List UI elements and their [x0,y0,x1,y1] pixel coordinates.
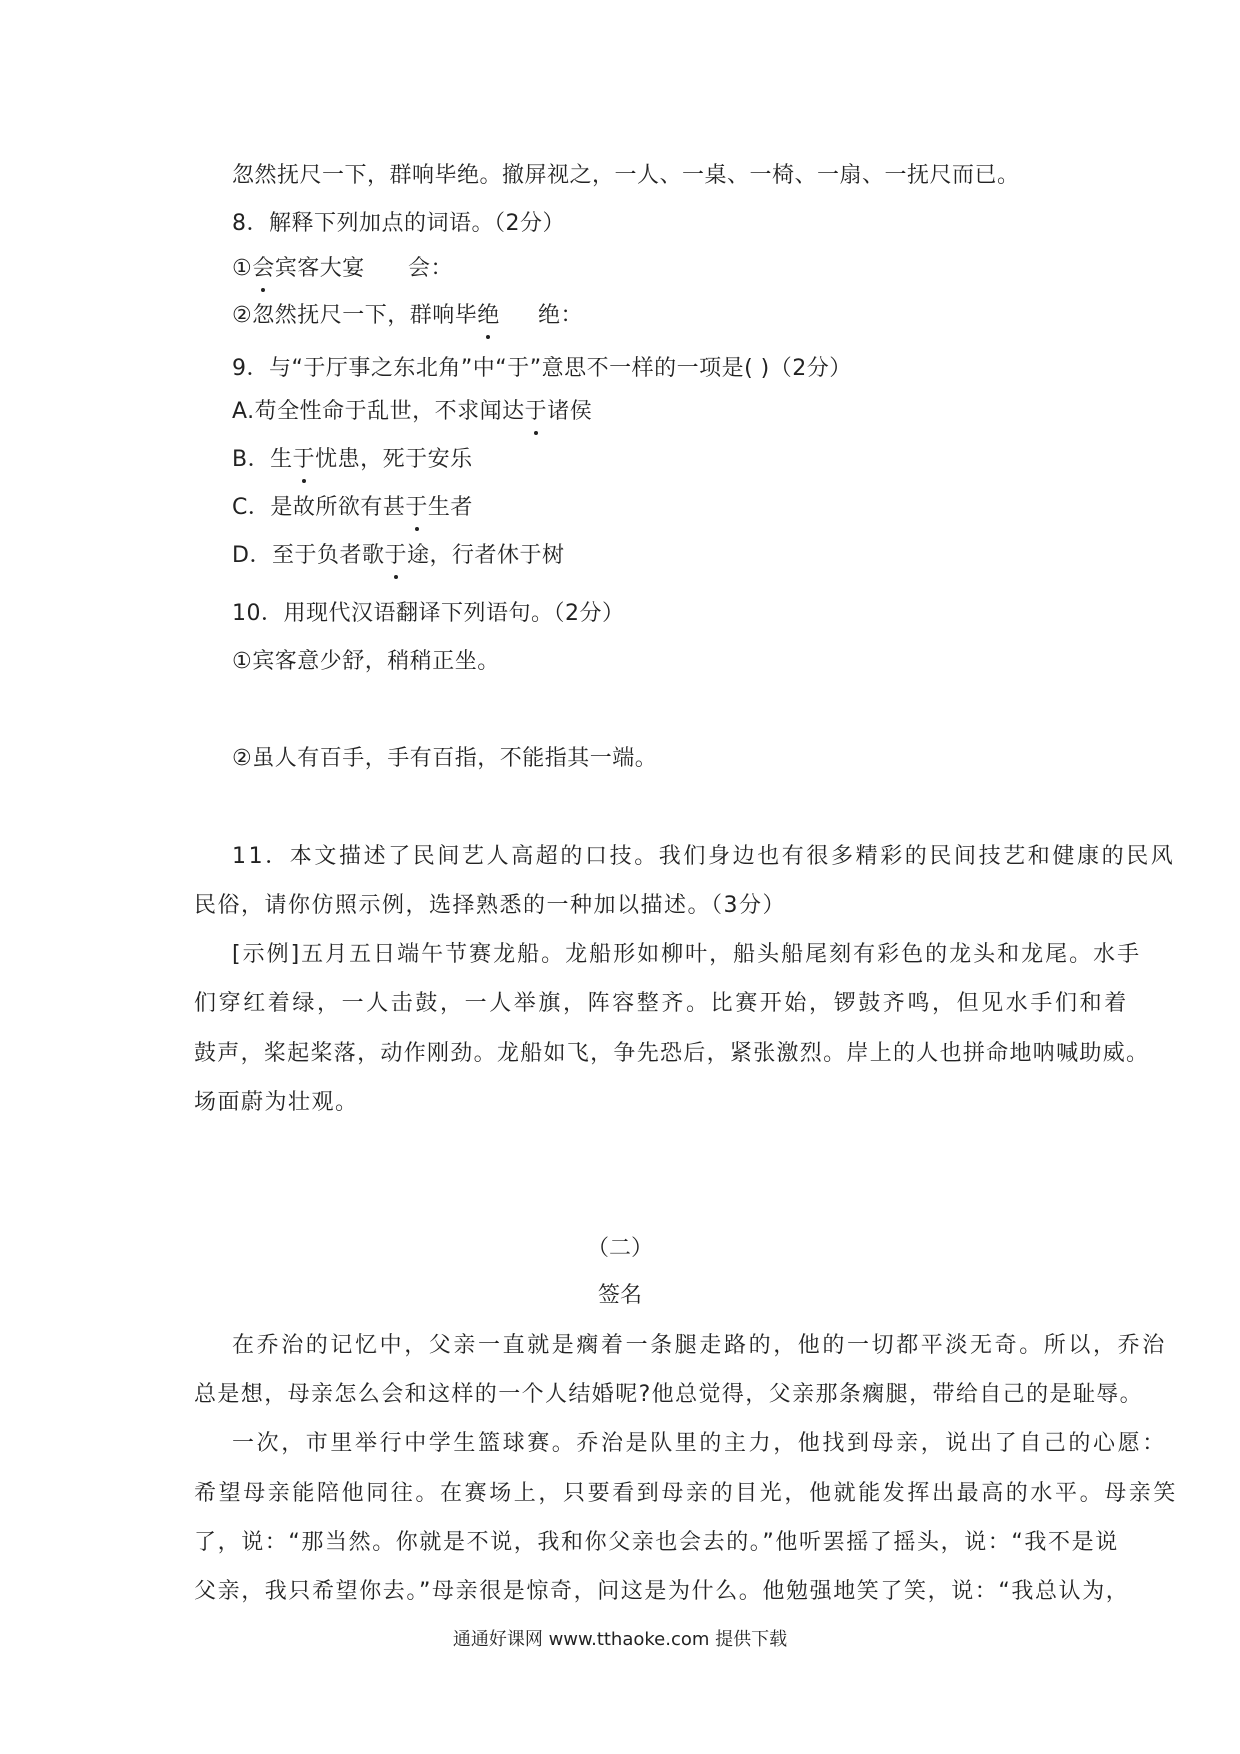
article-line-5: 了，说：“那当然。你就是不说，我和你父亲也会去的。”他听罢摇了摇头，说：“我不是说 [194,1530,1119,1555]
question-8-item-1 [232,255,365,283]
q11-example-line-2: 们穿红着绿，一人击鼓，一人举旗，阵容整齐。比赛开始，锣鼓齐鸣，但见水手们和着 [194,991,1129,1016]
question-8-item-2 [232,302,500,330]
q9-option-d-dotted-word: 于 [384,543,407,568]
q9-option-c-pre: C．是故所欲有甚 [232,495,406,520]
q11-example-line-1: [示例]五月五日端午节赛龙船。龙船形如柳叶，船头船尾刻有彩色的龙头和龙尾。水手 [232,942,1142,967]
q9-option-a-dotted-word: 于 [524,399,548,424]
q10-item-2: ②虽人有百手，手有百指，不能指其一端。 [232,746,658,771]
q9-option-d-pre: D．至于负者歌 [232,543,385,568]
q9-option-c-dotted-word: 于 [405,495,428,520]
article-line-6: 父亲，我只希望你去。”母亲很是惊奇，问这是为什么。他勉强地笑了笑，说：“我总认为， [194,1579,1130,1604]
q9-option-a-pre: A.苟全性命于乱世，不求闻达 [232,399,525,424]
question-9-stem: 9．与“于厅事之东北角”中“于”意思不一样的一项是( )（2分） [232,356,852,381]
q11-line-1: 11．本文描述了民间艺人高超的口技。我们身边也有很多精彩的民间技艺和健康的民风 [232,844,1176,869]
passage-end: 忽然抚尺一下，群响毕绝。撤屏视之，一人、一桌、一椅、一扇、一抚尺而已。 [232,163,1020,188]
q8-item2-dotted-word: 绝 [477,303,500,328]
q8-item1-post: 宾客大宴 [274,256,365,281]
q8-item1-dotted-word: 会 [252,256,275,281]
q8-item1-answer-label: 会： [408,256,454,281]
q9-option-b [232,446,473,474]
q9-option-d [232,542,564,570]
article-line-3: 一次，市里举行中学生篮球赛。乔治是队里的主力，他找到母亲，说出了自己的心愿： [232,1431,1167,1456]
q9-option-a-post: 诸侯 [547,399,593,424]
q9-option-a [232,398,592,426]
section-number: （二） [586,1236,653,1261]
q9-option-b-pre: B．生 [232,447,293,472]
q10-item-1: ①宾客意少舒，稍稍正坐。 [232,649,500,674]
q11-line-2: 民俗，请你仿照示例，选择熟悉的一种加以描述。（3分） [194,893,786,918]
q9-option-c [232,494,473,522]
q8-item1-pre: ① [232,256,253,281]
question-8-stem: 8．解释下列加点的词语。（2分） [232,211,565,236]
article-line-4: 希望母亲能陪他同往。在赛场上，只要看到母亲的目光，他就能发挥出最高的水平。母亲笑 [194,1481,1179,1506]
q9-option-b-post: 忧患，死于安乐 [315,447,473,472]
question-10-stem: 10．用现代汉语翻译下列语句。（2分） [232,601,625,626]
q8-item2-answer-label: 绝： [538,303,584,328]
page-footer: 通通好课网 www.tthaoke.com 提供下载 [452,1629,788,1650]
q9-option-d-post: 途，行者休于树 [406,543,565,568]
q8-item2-pre: ②忽然抚尺一下，群响毕 [232,303,478,328]
article-line-2: 总是想，母亲怎么会和这样的一个人结婚呢?他总觉得，父亲那条瘸腿，带给自己的是耻辱。 [194,1382,1144,1407]
q9-option-b-dotted-word: 于 [292,447,316,472]
article-title: 签名 [597,1283,642,1308]
q11-example-line-4: 场面蔚为壮观。 [194,1090,359,1115]
q9-option-c-post: 生者 [427,495,473,520]
article-line-1: 在乔治的记忆中，父亲一直就是瘸着一条腿走路的，他的一切都平淡无奇。所以，乔治 [232,1333,1167,1358]
q11-example-line-3: 鼓声，桨起桨落，动作刚劲。龙船如飞，争先恐后，紧张激烈。岸上的人也拼命地呐喊助威。 [194,1041,1150,1066]
